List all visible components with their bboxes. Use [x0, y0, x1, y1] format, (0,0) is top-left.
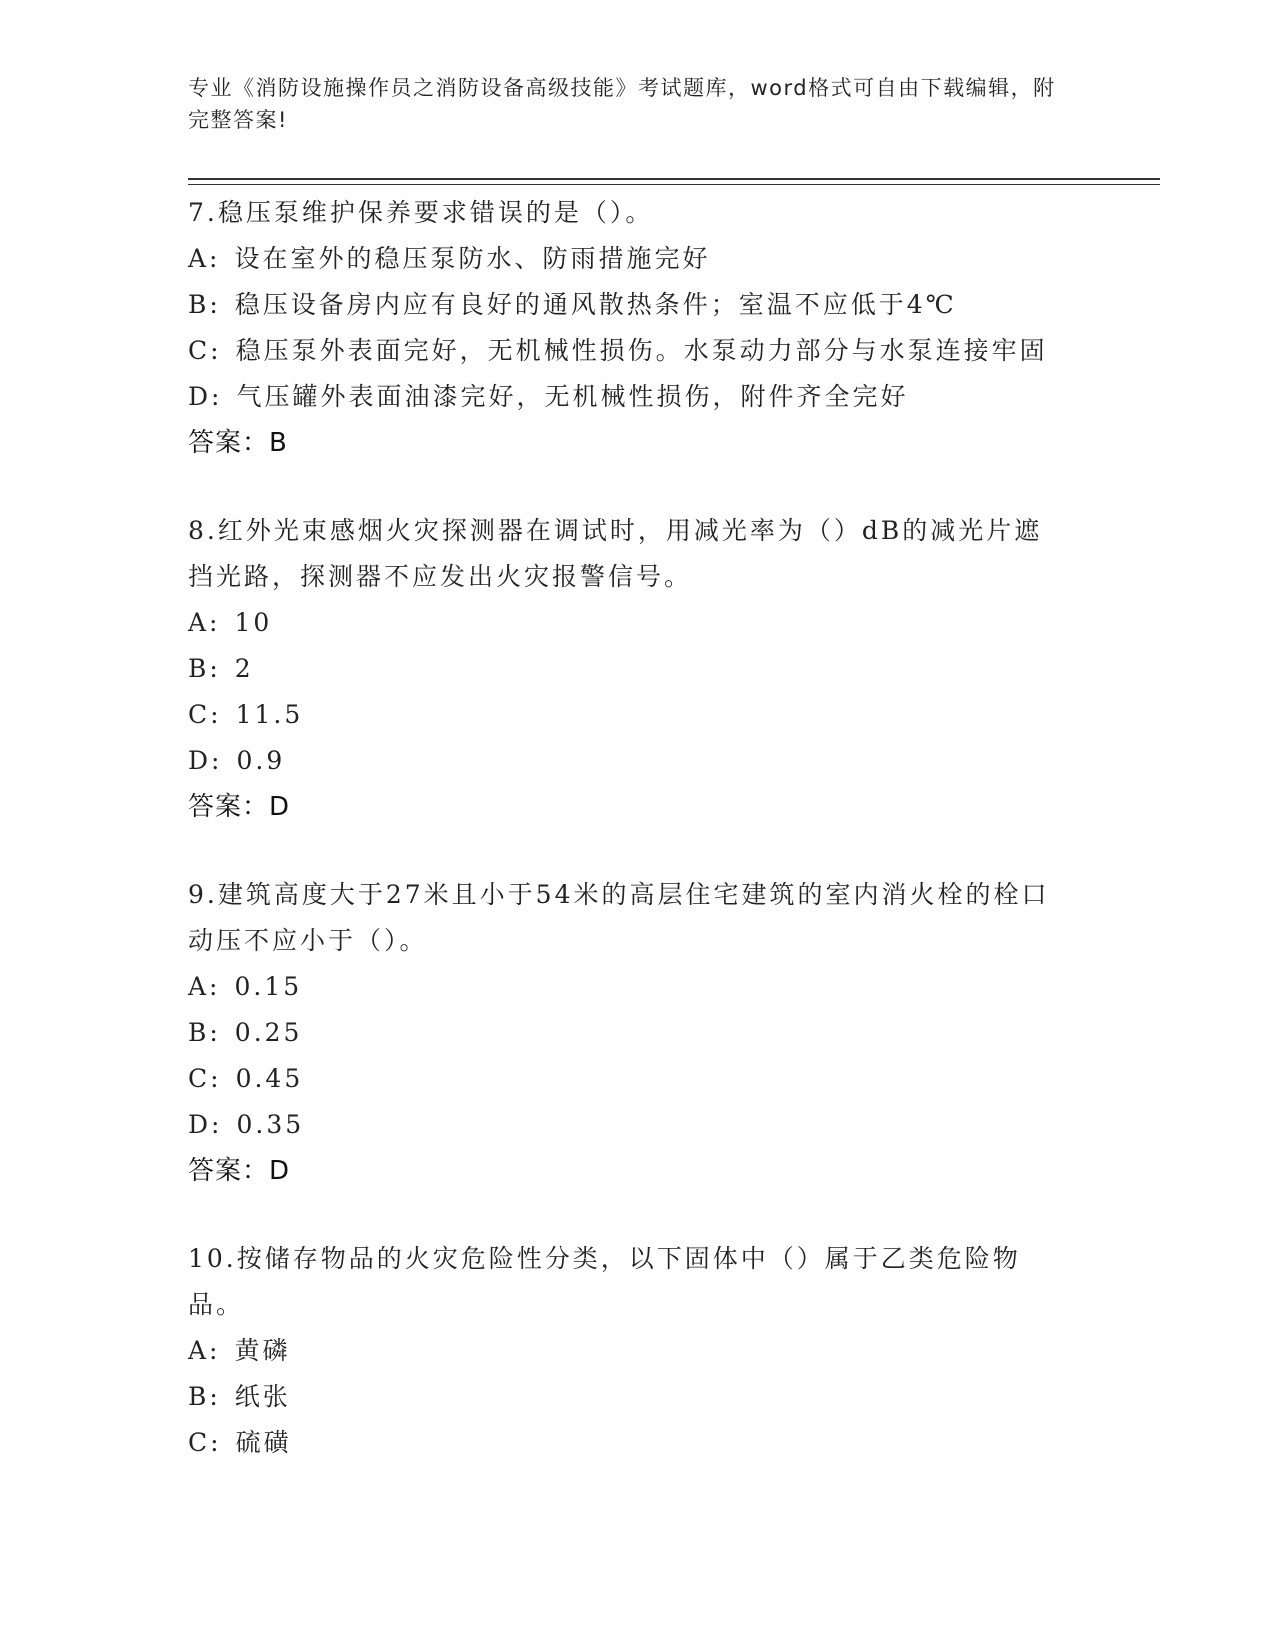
question-item: [188, 508, 1088, 830]
option-text: 0.9: [236, 746, 286, 775]
option-letter: A:: [188, 608, 221, 637]
question-stem: 9.建筑高度大于27米且小于54米的高层住宅建筑的室内消火栓的栓口动压不应小于（）。: [188, 880, 1050, 955]
option-c: [188, 328, 1088, 374]
answer-label: 答案：D: [188, 792, 291, 822]
option-a: [188, 236, 1088, 282]
option-b: [188, 1010, 1088, 1056]
option-a: [188, 600, 1088, 646]
option-text: 稳压设备房内应有良好的通风散热条件；室温不应低于4℃: [234, 290, 957, 319]
option-letter: B:: [188, 1018, 221, 1047]
option-letter: C:: [188, 1064, 222, 1093]
option-letter: C:: [188, 1428, 222, 1457]
option-c: [188, 692, 1088, 738]
option-letter: A:: [188, 1336, 221, 1365]
option-letter: A:: [188, 244, 221, 273]
question-stem: 10.按储存物品的火灾危险性分类，以下固体中（）属于乙类危险物品。: [188, 1244, 1021, 1319]
option-b: [188, 646, 1088, 692]
question-stem: 7.稳压泵维护保养要求错误的是（）。: [188, 198, 654, 227]
option-a: [188, 1328, 1088, 1374]
option-b: [188, 282, 1088, 328]
option-letter: C:: [188, 336, 222, 365]
header-divider-thin: [188, 184, 1160, 185]
option-d: [188, 374, 1088, 420]
option-text: 纸张: [234, 1382, 291, 1411]
option-letter: D:: [188, 1110, 223, 1139]
option-text: 硫磺: [235, 1428, 292, 1457]
option-d: [188, 1102, 1088, 1148]
answer-label: 答案：D: [188, 1156, 291, 1186]
question-list: [188, 190, 1088, 1508]
question-stem: 8.红外光束感烟火灾探测器在调试时，用减光率为（）dB的减光片遮挡光路，探测器不应发出火灾报警信号。: [188, 516, 1043, 591]
question-item: [188, 190, 1088, 466]
option-text: 11.5: [235, 700, 304, 729]
option-text: 气压罐外表面油漆完好，无机械性损伤，附件齐全完好: [236, 382, 909, 411]
option-letter: D:: [188, 746, 223, 775]
option-c: [188, 1056, 1088, 1102]
option-text: 2: [234, 654, 254, 683]
option-letter: A:: [188, 972, 221, 1001]
header-divider-thick: [188, 178, 1160, 180]
option-d: [188, 738, 1088, 784]
question-item: [188, 1236, 1088, 1466]
option-letter: B:: [188, 1382, 221, 1411]
option-text: 黄磷: [234, 1336, 291, 1365]
option-c: [188, 1420, 1088, 1466]
option-text: 设在室外的稳压泵防水、防雨措施完好: [234, 244, 711, 273]
option-letter: C:: [188, 700, 222, 729]
option-text: 稳压泵外表面完好，无机械性损伤。水泵动力部分与水泵连接牢固: [235, 336, 1048, 365]
option-text: 0.15: [234, 972, 303, 1001]
option-text: 0.45: [235, 1064, 304, 1093]
answer-label: 答案：B: [188, 428, 288, 458]
option-letter: D:: [188, 382, 223, 411]
option-b: [188, 1374, 1088, 1420]
option-text: 10: [234, 608, 273, 637]
document-intro: 专业《消防设施操作员之消防设备高级技能》考试题库，word格式可自由下载编辑，附完整答案!: [188, 76, 1056, 132]
option-letter: B:: [188, 654, 221, 683]
option-text: 0.35: [236, 1110, 305, 1139]
question-item: [188, 872, 1088, 1194]
option-a: [188, 964, 1088, 1010]
option-text: 0.25: [234, 1018, 303, 1047]
option-letter: B:: [188, 290, 221, 319]
